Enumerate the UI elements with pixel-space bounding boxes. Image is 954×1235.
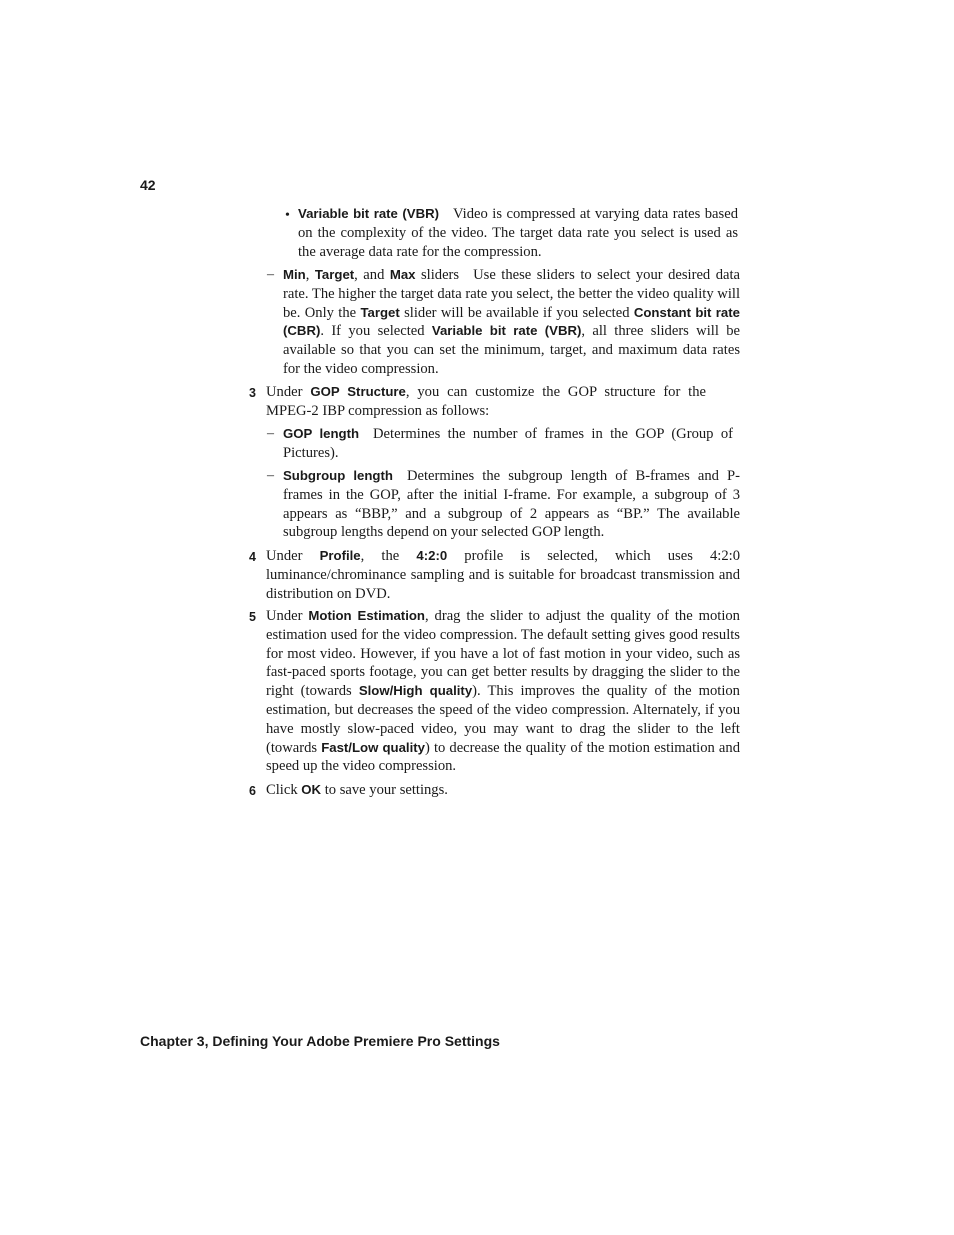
step-5-text xyxy=(266,607,740,776)
subgroup-length-text: Determines the subgroup length of B-frames and P-frames in the GOP, after the initial I-frame. For example, a subgroup of 3 appears as “BBP,” and a subgroup of 2 appears as “BP.” The available subgroup lengths depend on your selected GOP length. xyxy=(283,468,741,541)
step-number-5: 5 xyxy=(249,610,256,624)
step-5-pre: Under xyxy=(266,608,309,624)
subgroup-length-term: Subgroup length xyxy=(283,468,393,483)
gop-length-term: GOP length xyxy=(283,426,360,441)
slow-high-quality-term: Slow/High quality xyxy=(358,683,473,699)
gop-structure-term: GOP Structure xyxy=(310,384,406,399)
gop-length-text: Determines the number of frames in the GOP (Group of Pictures). xyxy=(283,426,733,461)
step-3-text xyxy=(266,383,706,421)
target-term: Target xyxy=(314,267,355,282)
chapter-footer: Chapter 3, Defining Your Adobe Premiere Pro Settings xyxy=(140,1033,500,1049)
step-4-text xyxy=(266,547,740,603)
profile-term: Profile xyxy=(319,548,361,563)
sliders-text-4: , all three sliders will be available so that you can set the minimum, target, and maximum data rates for the video compression. xyxy=(283,323,740,377)
step-number-4: 4 xyxy=(249,550,256,564)
vbr-term-2: Variable bit rate (VBR) xyxy=(431,323,582,339)
vbr-term: Variable bit rate (VBR) xyxy=(298,206,440,221)
step-number-3: 3 xyxy=(249,386,256,400)
sliders-word: sliders xyxy=(415,267,460,283)
step-5-text-1: , drag the slider to adjust the quality of the motion estimation used for the video compression. The default setting gives good results for most video. However, if you have a lot of fast motion in your video, such as fast-paced sports footage, you can get better results by dragging the slider to the right (towards xyxy=(266,608,740,700)
sliders-text-3: . If you selected xyxy=(320,323,432,340)
dash-marker: – xyxy=(267,267,274,282)
dash-marker: – xyxy=(267,468,274,483)
max-term: Max xyxy=(389,267,416,282)
sliders-text-2: slider will be available if you selected xyxy=(399,304,634,321)
step-6-text xyxy=(266,781,740,800)
page-number: 42 xyxy=(140,177,156,193)
cbr-term: Constant bit rate (CBR) xyxy=(283,304,740,339)
bullet-marker: • xyxy=(285,208,290,223)
step-4-mid: , the xyxy=(360,548,417,564)
sliders-text-1: Use these sliders to select your desired data rate. The higher the target data rate you select, the better the video quality will be. Only the xyxy=(283,267,740,321)
dash-marker: – xyxy=(267,426,274,441)
step-3-pre: Under xyxy=(266,384,311,400)
sliders-sep1: , xyxy=(305,267,315,283)
ok-term: OK xyxy=(301,782,322,797)
step-6-post: to save your settings. xyxy=(321,782,448,798)
step-5-text-3: ) to decrease the quality of the motion estimation and speed up the video compression. xyxy=(266,739,740,775)
target-term-2: Target xyxy=(360,304,400,320)
step-4-pre: Under xyxy=(266,548,320,564)
min-term: Min xyxy=(283,267,306,282)
sliders-sep2: , and xyxy=(354,267,390,283)
vbr-description: Video is compressed at varying data rates based on the complexity of the video. The target data rate you select is used as the average data rate for the compression. xyxy=(298,206,738,260)
step-3-post: , you can customize the GOP structure for the MPEG-2 IBP compression as follows: xyxy=(266,384,707,419)
motion-estimation-term: Motion Estimation xyxy=(308,608,425,623)
step-5-text-2: ). This improves the quality of the motion estimation, but decreases the speed of the video compression. Alternately, if you have mostly slow-paced video, you may want to drag the slider to the left (towards xyxy=(266,683,740,756)
step-4-post: profile is selected, which uses 4:2:0 luminance/chrominance sampling and is suitable for broadcast transmission and distribution on DVD. xyxy=(266,548,741,602)
profile-value-term: 4:2:0 xyxy=(416,548,448,563)
subgroup-length-item xyxy=(283,467,740,542)
gop-length-item xyxy=(283,425,733,463)
vbr-bullet-item xyxy=(298,205,738,261)
sliders-item xyxy=(283,266,740,379)
step-6-pre: Click xyxy=(266,782,302,798)
fast-low-quality-term: Fast/Low quality xyxy=(321,739,425,755)
step-number-6: 6 xyxy=(249,784,256,798)
